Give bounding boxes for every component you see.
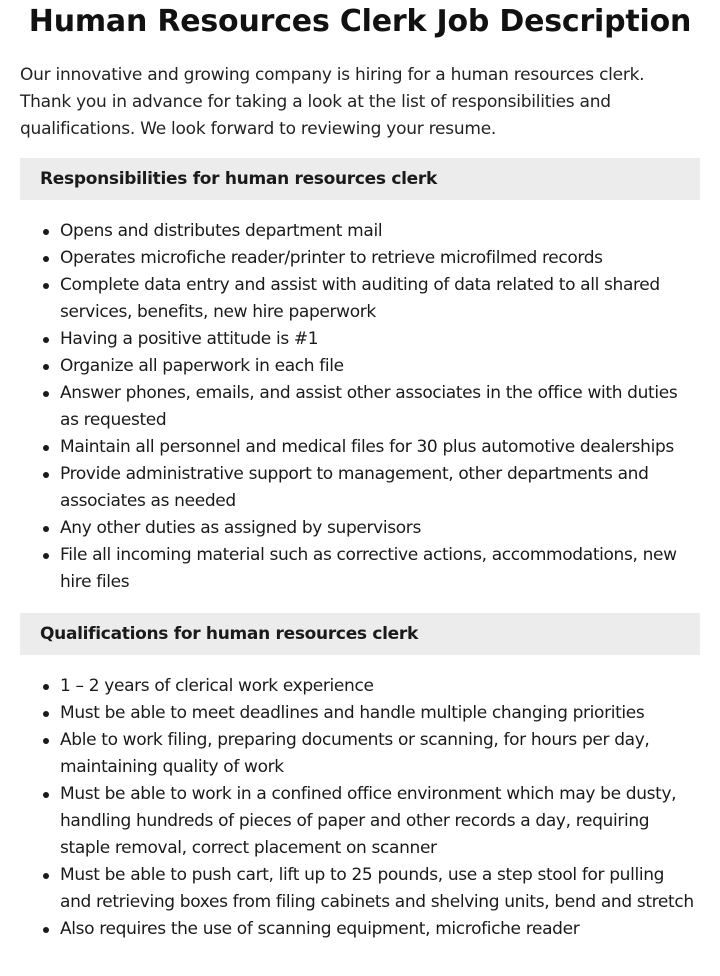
responsibilities-list — [20, 218, 700, 596]
list-item: Provide administrative support to management, other departments and associates as needed — [60, 461, 700, 515]
list-item: Able to work filing, preparing documents or scanning, for hours per day, maintaining quality of work — [60, 727, 700, 781]
list-item: Maintain all personnel and medical files for 30 plus automotive dealerships — [60, 434, 700, 461]
qualifications-list — [20, 673, 700, 943]
list-item: Opens and distributes department mail — [60, 218, 700, 245]
list-item: Any other duties as assigned by supervisors — [60, 515, 700, 542]
list-item: Must be able to push cart, lift up to 25 pounds, use a step stool for pulling and retrieving boxes from filing cabinets and shelving units, bend and stretch — [60, 862, 700, 916]
list-item: Organize all paperwork in each file — [60, 353, 700, 380]
list-item: Also requires the use of scanning equipment, microfiche reader — [60, 916, 700, 943]
page-title: Human Resources Clerk Job Description — [28, 4, 692, 39]
list-item: Operates microfiche reader/printer to retrieve microfilmed records — [60, 245, 700, 272]
qualifications-heading: Qualifications for human resources clerk — [20, 613, 700, 655]
list-item: Answer phones, emails, and assist other associates in the office with duties as requested — [60, 380, 700, 434]
list-item: Must be able to meet deadlines and handle multiple changing priorities — [60, 700, 700, 727]
responsibilities-heading: Responsibilities for human resources clerk — [20, 158, 700, 200]
list-item: Complete data entry and assist with auditing of data related to all shared services, benefits, new hire paperwork — [60, 272, 700, 326]
list-item: 1 – 2 years of clerical work experience — [60, 673, 700, 700]
list-item: Having a positive attitude is #1 — [60, 326, 700, 353]
intro-paragraph: Our innovative and growing company is hiring for a human resources clerk. Thank you in advance for taking a look at the list of responsibilities and qualifications. We look forward to reviewing your resume. — [20, 65, 645, 139]
list-item: Must be able to work in a confined office environment which may be dusty, handling hundreds of pieces of paper and other records a day, requiring staple removal, correct placement on scanner — [60, 781, 700, 862]
list-item: File all incoming material such as corrective actions, accommodations, new hire files — [60, 542, 700, 596]
